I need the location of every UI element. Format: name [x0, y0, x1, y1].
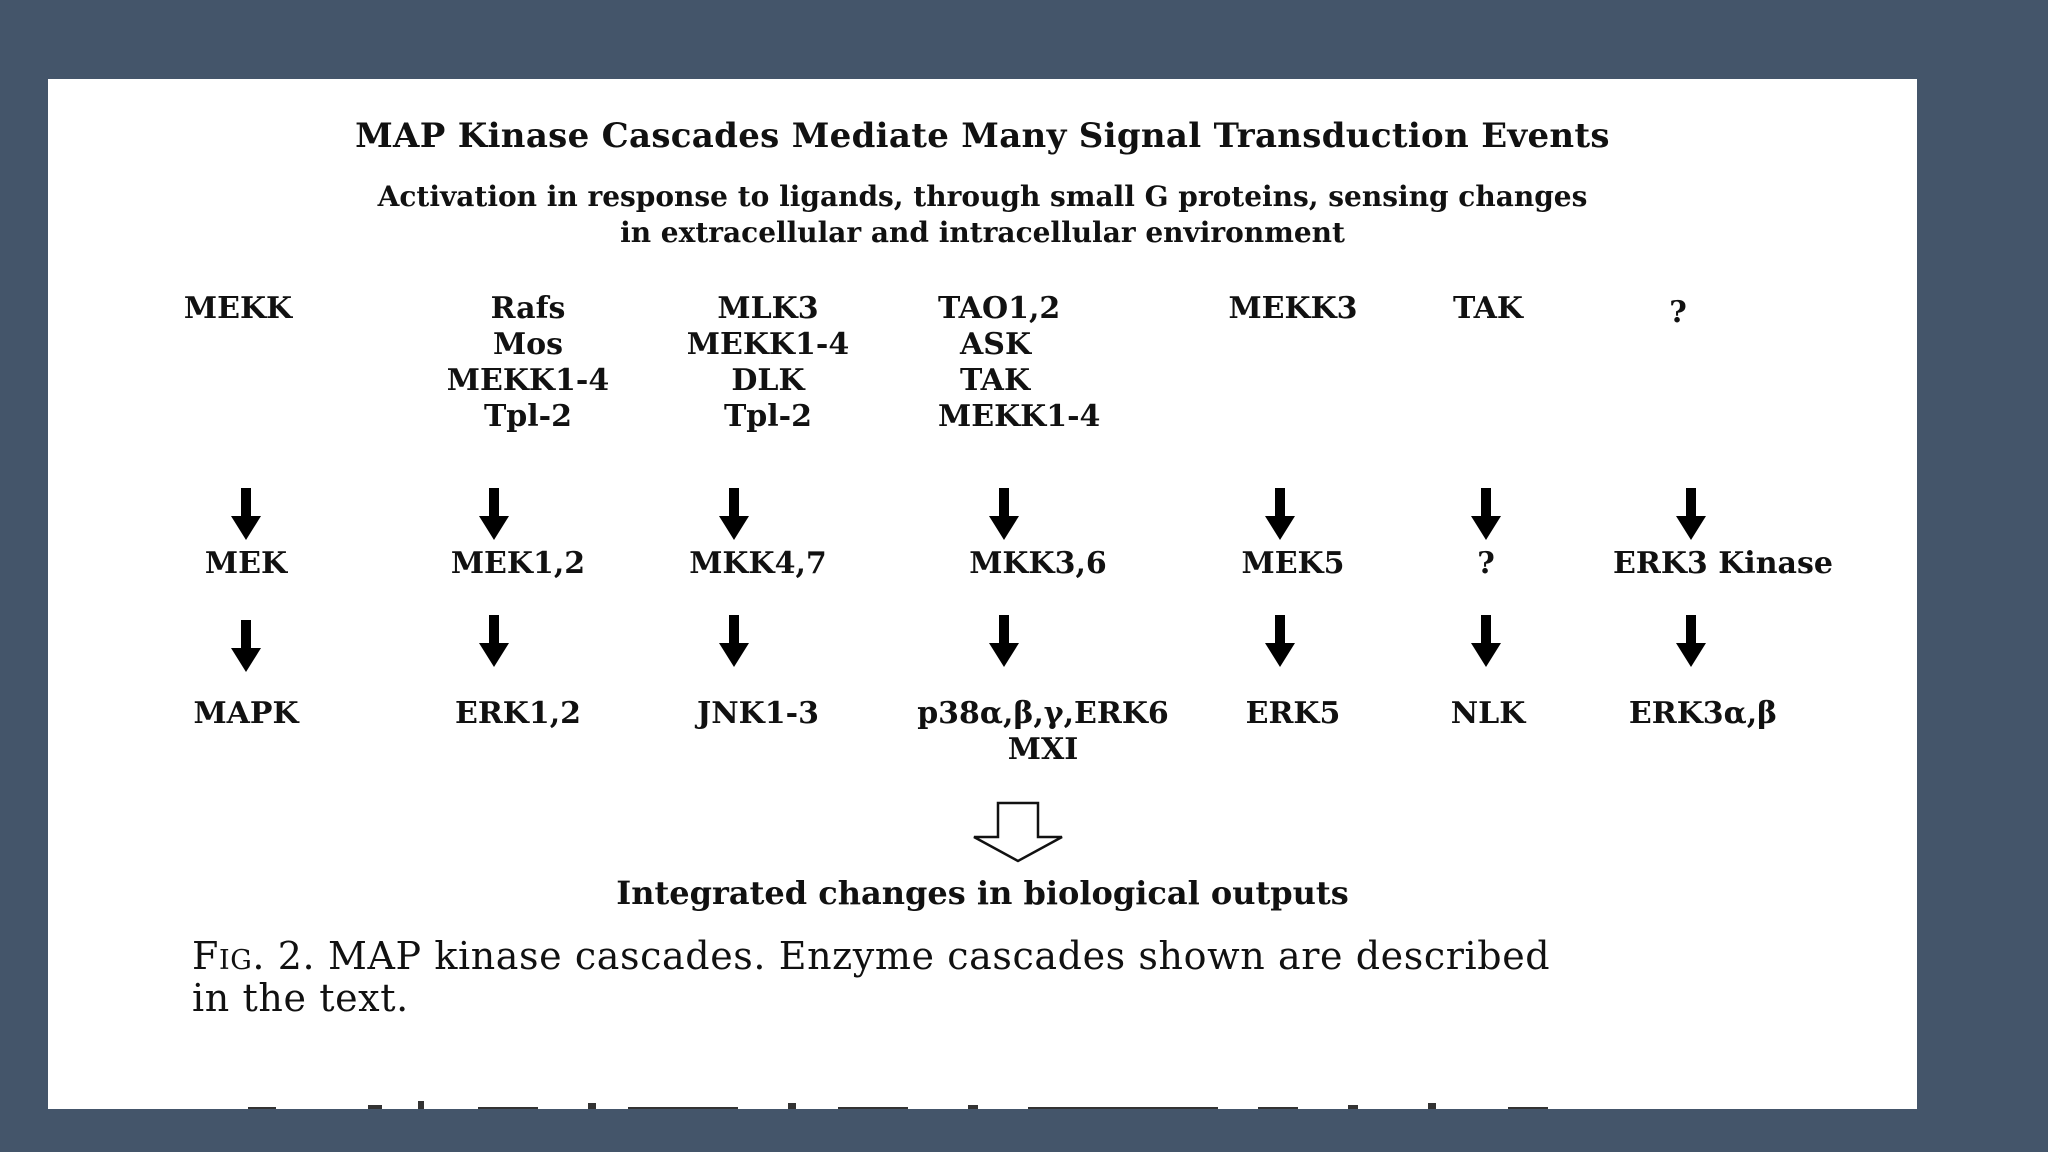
output-label: Integrated changes in biological outputs	[616, 874, 1349, 912]
mapkk-col-4: MKK3,6	[969, 546, 1107, 581]
mapk-label: NLK	[1450, 696, 1526, 731]
mapkk-col-6: ?	[1477, 546, 1495, 581]
down-arrow-icon	[479, 488, 509, 540]
diagram-title: MAP Kinase Cascades Mediate Many Signal Transduction Events	[355, 116, 1610, 156]
down-arrow-icon	[1265, 488, 1295, 540]
mapkkk-label: MEKK1-4	[446, 363, 610, 398]
mapk-col-4	[893, 696, 1193, 768]
figure-caption	[192, 935, 1550, 1019]
mapkk-col-3: MKK4,7	[689, 546, 827, 581]
hollow-down-arrow-icon	[968, 801, 1068, 863]
mapkkk-label: ?	[1669, 295, 1687, 330]
mapk-col-5	[1198, 696, 1388, 732]
mapk-col-1	[166, 696, 326, 732]
down-arrow-icon	[231, 620, 261, 672]
mapkkk-label: Mos	[492, 327, 564, 362]
mapkkk-label: Rafs	[490, 291, 566, 326]
down-arrow-icon	[719, 615, 749, 667]
caption-number: 2.	[277, 934, 316, 978]
mapkkk-label: TAK	[960, 363, 1031, 398]
mapk-label: MAPK	[193, 696, 299, 731]
mapkk-col-1: MEK	[204, 546, 288, 581]
mapkkk-label: MEKK1-4	[938, 399, 1101, 434]
down-arrow-icon	[1676, 488, 1706, 540]
mapkkk-col-3	[668, 291, 868, 435]
mapk-col-7	[1593, 696, 1813, 732]
mapkkk-label: TAO1,2	[938, 291, 1061, 326]
down-arrow-icon	[1676, 615, 1706, 667]
down-arrow-icon	[1265, 615, 1295, 667]
down-arrow-icon	[1471, 488, 1501, 540]
down-arrow-icon	[479, 615, 509, 667]
mapk-col-6	[1423, 696, 1553, 732]
down-arrow-icon	[989, 488, 1019, 540]
caption-line-2: in the text.	[192, 976, 409, 1020]
mapk-label: ERK1,2	[454, 696, 582, 731]
mapkkk-label: MEKK	[183, 291, 293, 326]
mapkkk-label: Tpl-2	[483, 399, 573, 434]
mapkkk-label: Tpl-2	[723, 399, 813, 434]
mapkkk-col-7	[1618, 295, 1738, 331]
mapk-label: JNK1-3	[697, 696, 819, 731]
mapk-label: ERK5	[1245, 696, 1341, 731]
subtitle-line-2: in extracellular and intracellular environment	[620, 216, 1345, 249]
mapkkk-label: MEKK1-4	[686, 327, 850, 362]
mapkkk-col-2	[428, 291, 628, 435]
mapkkk-col-4	[938, 291, 1138, 435]
mapkk-col-7: ERK3 Kinase	[1613, 546, 1833, 581]
mapkk-col-2: MEK1,2	[450, 546, 586, 581]
mapkkk-label: ASK	[960, 327, 1032, 362]
mapkkk-col-6	[1423, 291, 1553, 327]
mapk-label: ERK3α,β	[1628, 696, 1778, 731]
subtitle-line-1: Activation in response to ligands, through small G proteins, sensing changes	[377, 180, 1588, 213]
mapkkk-col-5	[1208, 291, 1378, 327]
mapk-col-2	[408, 696, 628, 732]
mapk-label: MXI	[1007, 732, 1079, 767]
mapk-col-3	[648, 696, 868, 732]
cutoff-text-fragment	[248, 1097, 1698, 1109]
down-arrow-icon	[719, 488, 749, 540]
down-arrow-icon	[231, 488, 261, 540]
mapk-label: p38α,β,γ,ERK6	[917, 696, 1169, 731]
mapkkk-label: DLK	[731, 363, 805, 398]
mapkkk-label: MEKK3	[1228, 291, 1358, 326]
mapkkk-label: TAK	[1452, 291, 1524, 326]
down-arrow-icon	[1471, 615, 1501, 667]
caption-fig: Fig.	[192, 934, 266, 978]
mapkk-col-5: MEK5	[1241, 546, 1345, 581]
caption-line-1: MAP kinase cascades. Enzyme cascades shown are described	[327, 934, 1551, 978]
mapkkk-col-1	[158, 291, 318, 327]
down-arrow-icon	[989, 615, 1019, 667]
slide	[48, 79, 1917, 1109]
mapkkk-label: MLK3	[717, 291, 819, 326]
